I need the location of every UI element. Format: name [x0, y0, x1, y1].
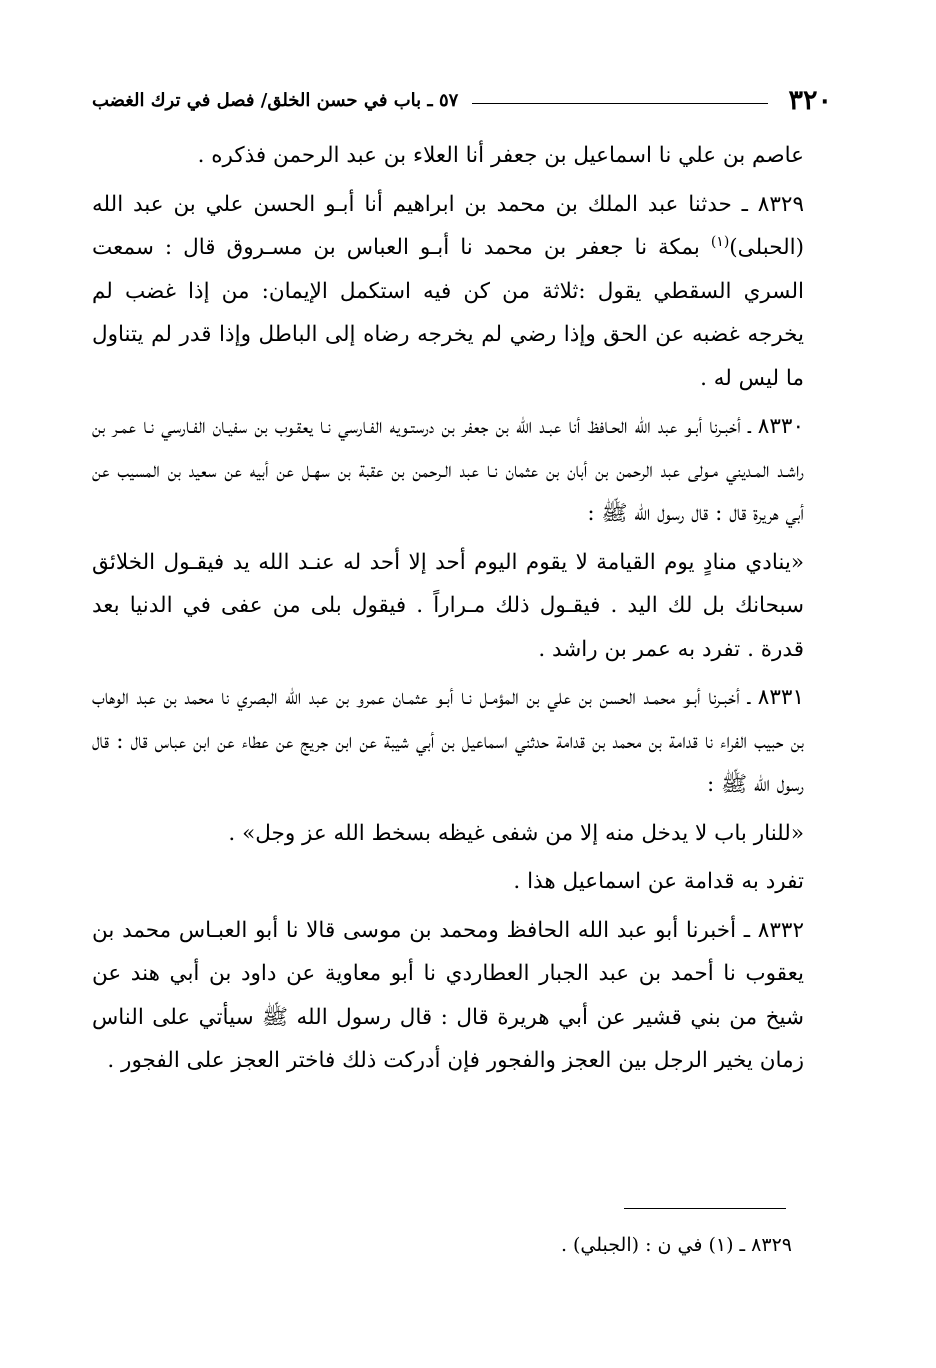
page-header — [92, 78, 832, 122]
paragraph-8331: ٨٣٣١ ـ أخبـرنا أبـو محمـد الحسن بن علي بن المؤمـل نـا أبـو عثمـان عمرو بن عبد الله البصري نا محمد بن عبد الوهاب بن حبيب الفراء نا قدامة بن محمد بن قدامة حدثني اسماعيل بن أبي شيبة عن ابن جريج عن عطاء عن ابن عباس قال : قال رسول الله ﷺ : — [92, 685, 804, 797]
paragraph-8329 — [92, 183, 804, 401]
main-text — [92, 134, 804, 1088]
paragraph-text: ٨٣٢٩ ـ حدثنا عبد الملك بن محمد بن ابراهيم أنا أبـو الحسن علي بن عبد الله (الحبلى) — [92, 191, 804, 260]
footnote: ٨٣٢٩ ـ (١) في ن : (الجبلي) . — [560, 1234, 792, 1256]
hadith-quote: «للنار باب لا يدخل منه إلا من شفى غيظه بسخط الله عز وجل» . — [228, 820, 804, 846]
hadith-quote: «ينادي منادٍ يوم القيامة لا يقوم اليوم أحد إلا أحد له عنـد الله يد فيقـول الخلائق سبحانك بل لك اليد . فيقـول ذلك مـراراً . فيقول بلى من عفى في الدنيا بعد قدرة . تفرد به عمر بن راشد . — [92, 549, 804, 662]
header-rule — [472, 103, 768, 104]
paragraph: عاصم بن علي نا اسماعيل بن جعفر أنا العلاء بن عبد الرحمن فذكره . — [197, 143, 804, 168]
paragraph-8332: ٨٣٣٢ ـ أخبرنا أبو عبد الله الحافظ ومحمد بن موسى قالا نا أبو العبـاس محمد بن يعقوب نا أحمد بن عبد الجبار العطاردي نا أبو معاوية عن داود بن أبي هند عن شيخ من بني قشير عن أبي هريرة قال : قال رسول الله ﷺ سيأتي على الناس زمان يخير الرجل بين العجز والفجور فإن أدركت ذلك فاختر العجز على الفجور . — [92, 917, 804, 1073]
running-title: ٥٧ ـ باب في حسن الخلق/ فصل في ترك الغضب — [92, 89, 459, 111]
footnote-reference: (١) — [710, 233, 730, 250]
paragraph-text: بمكة نا جعفر بن محمد نا أبـو العباس بن مسـروق قال : سمعت السري السقطي يقول :ثلاثة من كن فيه استكمل الإيمان: من إذا غضب لم يخرجه غضبه عن الحق وإذا رضي لم يخرجه رضاه إلى الباطل وإذا قدر لم يتناول ما ليس له . — [92, 235, 804, 391]
paragraph-8330: ٨٣٣٠ ـ أخبـرنا أبـو عبد الله الحـافظ أنا عبـد الله بن جعفر بن درستـويه الفـارسي نـا يعقـوب بن سفيـان الفـارسي نـا عمـر بن راشـد المـديني مـولى عبد الرحمن بن أبان بن عثمان نـا عبد الـرحمن بن عقبة بن سهـل عن أبيه عن سعيد بن المسيب عن أبي هريرة قال : قال رسول الله ﷺ : — [92, 414, 804, 526]
page-number: ٣٢٠ — [788, 84, 832, 116]
footnote-rule — [624, 1208, 786, 1209]
narration-note: تفرد به قدامة عن اسماعيل هذا . — [513, 869, 804, 894]
